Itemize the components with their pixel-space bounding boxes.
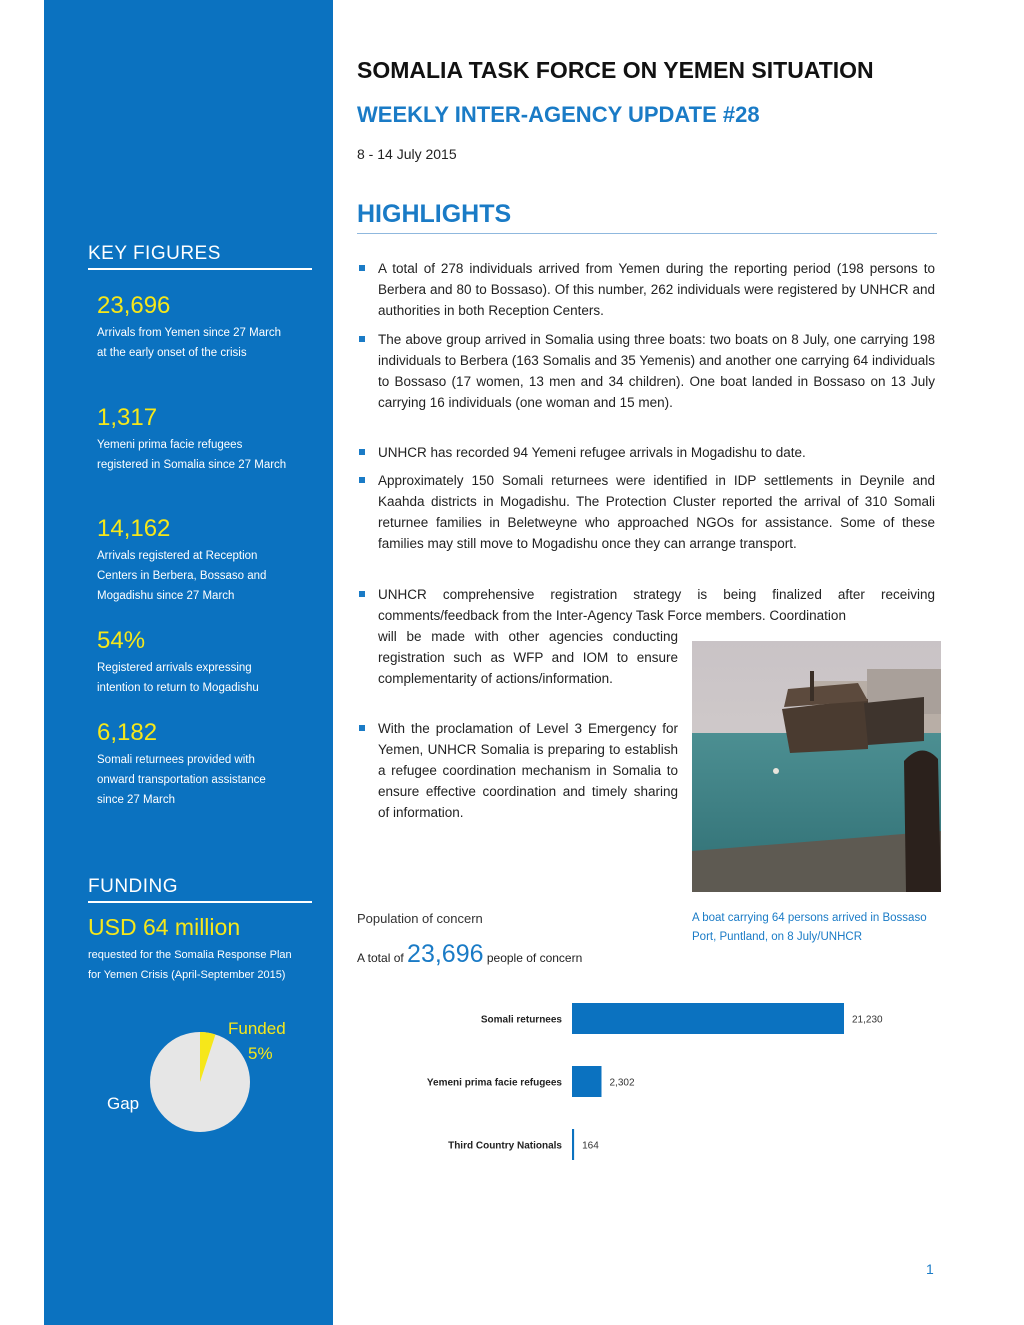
highlight-bullet-continued: will be made with other agencies conducting registration such as WFP and IOM to ensure complementarity of actions/information.: [378, 629, 678, 686]
key-figure-transport: [97, 719, 287, 810]
page-title: SOMALIA TASK FORCE ON YEMEN SITUATION: [357, 57, 874, 83]
page-number: 1: [926, 1261, 934, 1277]
population-total-value: 23,696: [407, 940, 484, 968]
pie-funded-percent: 5%: [248, 1044, 273, 1063]
population-bar-chart: [357, 990, 917, 1170]
highlight-bullet: Approximately 150 Somali returnees were identified in IDP settlements in Deynile and Kaahda districts in Mogadishu. The Protection Cluster reported the arrival of 310 Somali returnee families in Beletweyne who approached NGOs for assistance. Some of these families may still move to Mogadishu once they can arrange transport.: [378, 470, 935, 554]
highlight-bullet: UNHCR has recorded 94 Yemeni refugee arrivals in Mogadishu to date.: [378, 442, 935, 463]
highlight-bullet: A total of 278 individuals arrived from Yemen during the reporting period (198 persons to Berbera and 80 to Bossaso). Of this number, 262 individuals were registered by UNHCR and authorities in both Reception Centers.: [378, 258, 935, 321]
key-figures-title: KEY FIGURES: [88, 243, 312, 270]
highlight-bullet: With the proclamation of Level 3 Emergency for Yemen, UNHCR Somalia is preparing to establish a refugee coordination mechanism in Somalia to ensure effective coordination and timely sharing of information.: [378, 718, 678, 823]
bar: [572, 1066, 601, 1097]
key-figure-value: 6,182: [97, 719, 158, 746]
key-figure-desc: Somali returnees provided with onward transportation assistance since 27 March: [97, 754, 266, 806]
key-figure-arrivals: [97, 292, 287, 363]
bar: [572, 1003, 844, 1034]
bar-category-label: Third Country Nationals: [448, 1140, 562, 1152]
funding-amount: USD 64 million: [88, 914, 241, 940]
key-figure-desc: Yemeni prima facie refugees registered in Somalia since 27 March: [97, 439, 287, 471]
key-figure-refugees: [97, 404, 287, 475]
bar-category-label: Yemeni prima facie refugees: [426, 1077, 562, 1089]
population-title: Population of concern: [357, 911, 483, 926]
key-figure-desc: Arrivals registered at Reception Centers in Berbera, Bossaso and Mogadishu since 27 March: [97, 550, 267, 602]
funding-pie-chart: [44, 1010, 333, 1160]
key-figure-value: 23,696: [97, 292, 171, 319]
bar: [572, 1129, 574, 1160]
boat-photo: [692, 641, 941, 892]
key-figure-desc: Arrivals from Yemen since 27 March at the early onset of the crisis: [97, 327, 282, 359]
page-subtitle: WEEKLY INTER-AGENCY UPDATE #28: [357, 102, 760, 127]
funding-description: requested for the Somalia Response Plan for Yemen Crisis (April-September 2015): [88, 949, 292, 981]
highlight-bullet: The above group arrived in Somalia using three boats: two boats on 8 July, one carrying 198 individuals to Berbera (163 Somalis and 35 Yemenis) and another one carrying 64 individuals to Bossaso (17 women, 13 men and 34 children). One boat landed in Bossaso on 13 July carrying 16 individuals (one woman and 15 men).: [378, 329, 935, 413]
highlight-bullet: UNHCR comprehensive registration strategy is being finalized after receiving comments/feedback from the Inter-Agency Task Force members. Coordination: [378, 584, 935, 626]
population-total-suffix: people of concern: [486, 951, 583, 965]
key-figure-value: 1,317: [97, 404, 158, 431]
photo-caption: A boat carrying 64 persons arrived in Bossaso Port, Puntland, on 8 July/UNHCR: [692, 912, 927, 943]
key-figure-desc: Registered arrivals expressing intention to return to Mogadishu: [97, 662, 259, 694]
sidebar: [44, 0, 333, 1325]
funding-title: FUNDING: [88, 876, 312, 903]
population-total: [357, 940, 582, 969]
bar-value-label: 2,302: [609, 1077, 635, 1089]
key-figure-return-intention: [97, 627, 287, 698]
bar-value-label: 21,230: [852, 1014, 883, 1026]
pie-gap-label: Gap: [107, 1094, 140, 1113]
pie-funded-label: Funded: [228, 1019, 286, 1038]
highlights-title: HIGHLIGHTS: [357, 200, 937, 234]
key-figure-value: 14,162: [97, 515, 171, 542]
bar-value-label: 164: [582, 1140, 599, 1152]
report-date: 8 - 14 July 2015: [357, 146, 457, 162]
population-total-prefix: A total of: [357, 951, 404, 965]
key-figure-value: 54%: [97, 627, 146, 654]
bar-category-label: Somali returnees: [480, 1014, 562, 1026]
key-figure-registered: [97, 515, 287, 606]
